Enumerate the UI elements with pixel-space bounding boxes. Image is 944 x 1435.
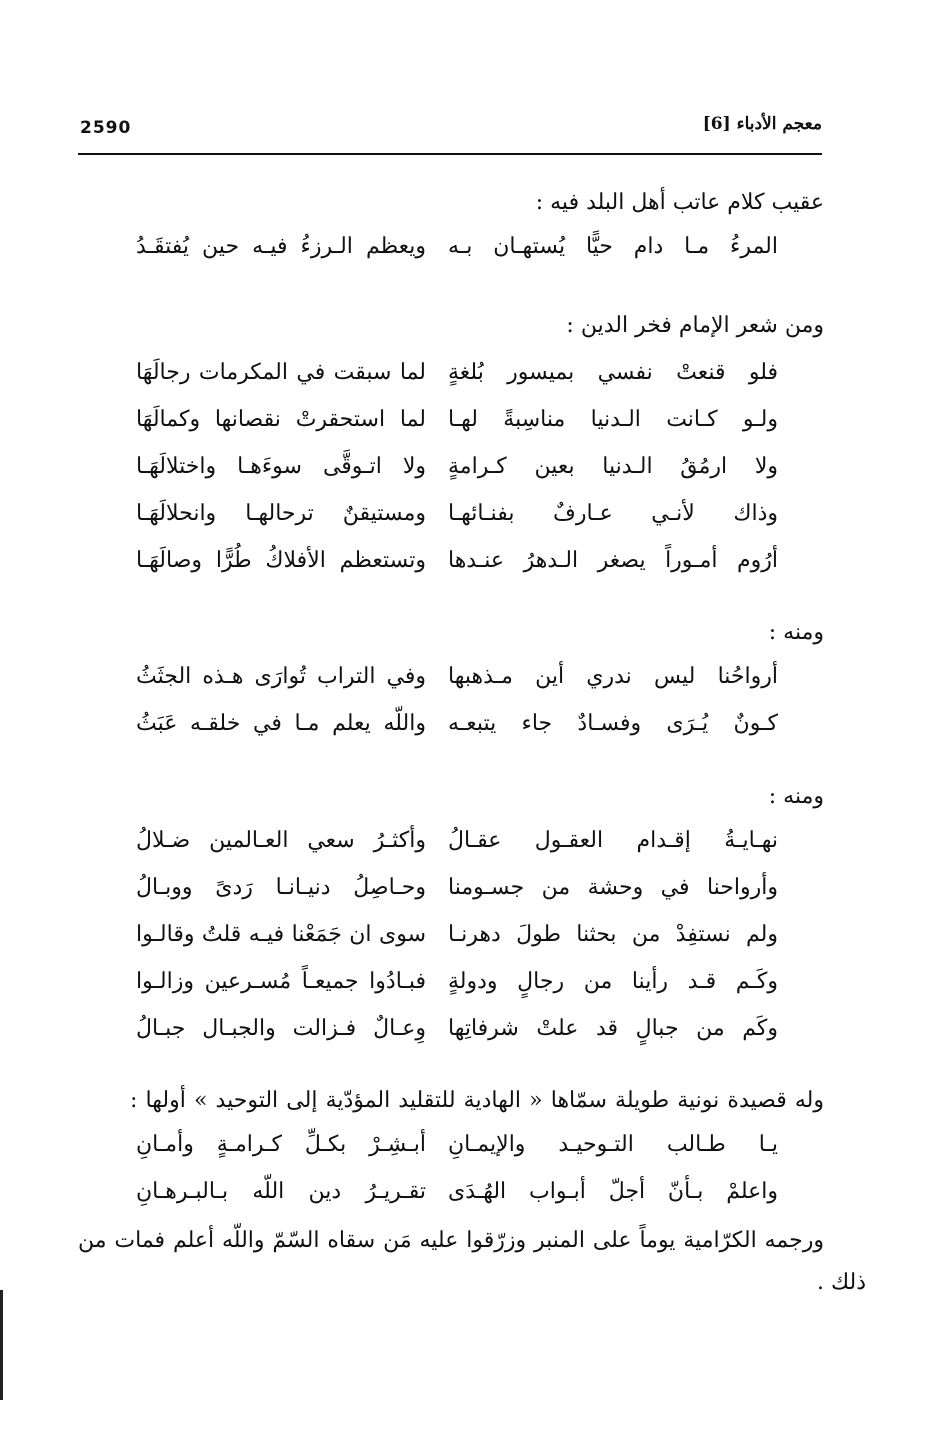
header-rule xyxy=(78,153,822,155)
verse-row xyxy=(136,711,778,751)
verse-first-hemistich: ولـو كـانت الـدنيا مناسِبةً لهـا xyxy=(448,407,778,432)
closing-paragraph-line: ورجمه الكرّامية يوماً على المنبر وزرّقوا عليه مَن سقاه السّمّ واللّه أعلم فمات من xyxy=(78,1228,824,1253)
verse-second-hemistich: وتستعظم الأفلاكُ طُرًّا وصالَهَـا xyxy=(136,548,426,573)
verse-second-hemistich: وِعـالٌ فـزالت والجبـال جبـالُ xyxy=(136,1016,426,1041)
verse-first-hemistich: واعلمْ بـأنّ أجلّ أبـواب الهُـدَى xyxy=(448,1179,778,1204)
verse-second-hemistich: وحـاصِلُ دنيـانـا رَدىً ووبـالُ xyxy=(136,875,426,900)
verse-row xyxy=(136,664,778,704)
verse-row xyxy=(136,454,778,494)
page-number: 2590 xyxy=(80,118,132,138)
closing-paragraph-end: ذلك . xyxy=(816,1270,866,1295)
page-edge-line xyxy=(0,1290,3,1400)
verse-row xyxy=(136,1132,778,1172)
verse-second-hemistich: ولا اتـوقَّى سوءَهـا واختلالَهَـا xyxy=(136,454,426,479)
verse-row xyxy=(136,360,778,400)
verse-second-hemistich: فبـادُوا جميعـاً مُسـرعين وزالـوا xyxy=(136,969,426,994)
section-heading: ومنه : xyxy=(768,784,824,809)
verse-first-hemistich: فلو قنعتْ نفسي بميسور بُلغةٍ xyxy=(448,360,778,385)
verse-first-hemistich: يـا طـالب التـوحيـد والإيمـانِ xyxy=(448,1132,778,1157)
verse-row xyxy=(136,1179,778,1219)
section-heading: ومنه : xyxy=(768,620,824,645)
verse-first-hemistich: أرُوم أمـوراً يصغر الـدهرُ عنـدها xyxy=(448,548,778,573)
verse-row xyxy=(136,875,778,915)
verse-first-hemistich: ولا ارمُقُ الـدنيا بعين كـرامةٍ xyxy=(448,454,778,479)
verse-second-hemistich: أبـشِـرْ بكـلِّ كـرامـةٍ وأمـانِ xyxy=(136,1132,426,1157)
verse-second-hemistich: واللّه يعلم مـا في خلقـه عَبَثُ xyxy=(136,711,426,736)
nuniya-intro: وله قصيدة نونية طويلة سمّاها « الهادية للتقليد المؤدّية إلى التوحيد » أولها : xyxy=(130,1088,824,1113)
verse-row xyxy=(136,1016,778,1056)
book-title: معجم الأدباء [6] xyxy=(702,114,822,134)
verse-first-hemistich: ولم نستفِدْ من بحثنا طولَ دهرنـا xyxy=(448,922,778,947)
verse-row xyxy=(136,501,778,541)
verse-second-hemistich: لما استحقرتْ نقصانها وكمالَهَا xyxy=(136,407,426,432)
verse-second-hemistich: تقـريـرُ دين اللّه بـالبـرهـانِ xyxy=(136,1179,426,1204)
verse-first-hemistich: نهـايـةُ إقـدام العقـول عقـالُ xyxy=(448,828,778,853)
verse-first-hemistich: كـونٌ يُـرَى وفسـادٌ جاء يتبعـه xyxy=(448,711,778,736)
verse-second-hemistich: وأكثـرُ سعي العـالمين ضـلالُ xyxy=(136,828,426,853)
verse-first-hemistich: وأرواحنا في وحشة من جسـومنا xyxy=(448,875,778,900)
section-heading: ومن شعر الإمام فخر الدين : xyxy=(566,313,824,338)
verse-first-hemistich: وكَـم قـد رأينا من رجالٍ ودولةٍ xyxy=(448,969,778,994)
verse-row xyxy=(136,922,778,962)
verse-first-hemistich: المرءُ مـا دام حيًّا يُستهـان بـه xyxy=(448,234,778,259)
verse-second-hemistich: وفي التراب تُوارَى هـذه الجثَثُ xyxy=(136,664,426,689)
verse-second-hemistich: لما سبقت في المكرمات رجالَهَا xyxy=(136,360,426,385)
verse-first-hemistich: أرواحُنا ليس ندري أين مـذهبها xyxy=(448,664,778,689)
verse-row xyxy=(136,407,778,447)
verse-second-hemistich: ومستيقنٌ ترحالهـا وانحلالَهَـا xyxy=(136,501,426,526)
verse-row xyxy=(136,828,778,868)
verse-first-hemistich: وكَم من جبالٍ قد علتْ شرفاتِها xyxy=(448,1016,778,1041)
page-header xyxy=(78,112,822,146)
intro-line: عقيب كلام عاتب أهل البلد فيه : xyxy=(535,190,824,215)
verse-second-hemistich: ويعظم الـرزءُ فيـه حين يُفتقَـدُ xyxy=(136,234,426,259)
verse-row xyxy=(136,969,778,1009)
verse-first-hemistich: وذاك لأنـي عـارفٌ بفنـائهـا xyxy=(448,501,778,526)
verse-second-hemistich: سوى ان جَمَعْنا فيـه قلتُ وقالـوا xyxy=(136,922,426,947)
verse-row xyxy=(136,234,778,274)
verse-row xyxy=(136,548,778,588)
